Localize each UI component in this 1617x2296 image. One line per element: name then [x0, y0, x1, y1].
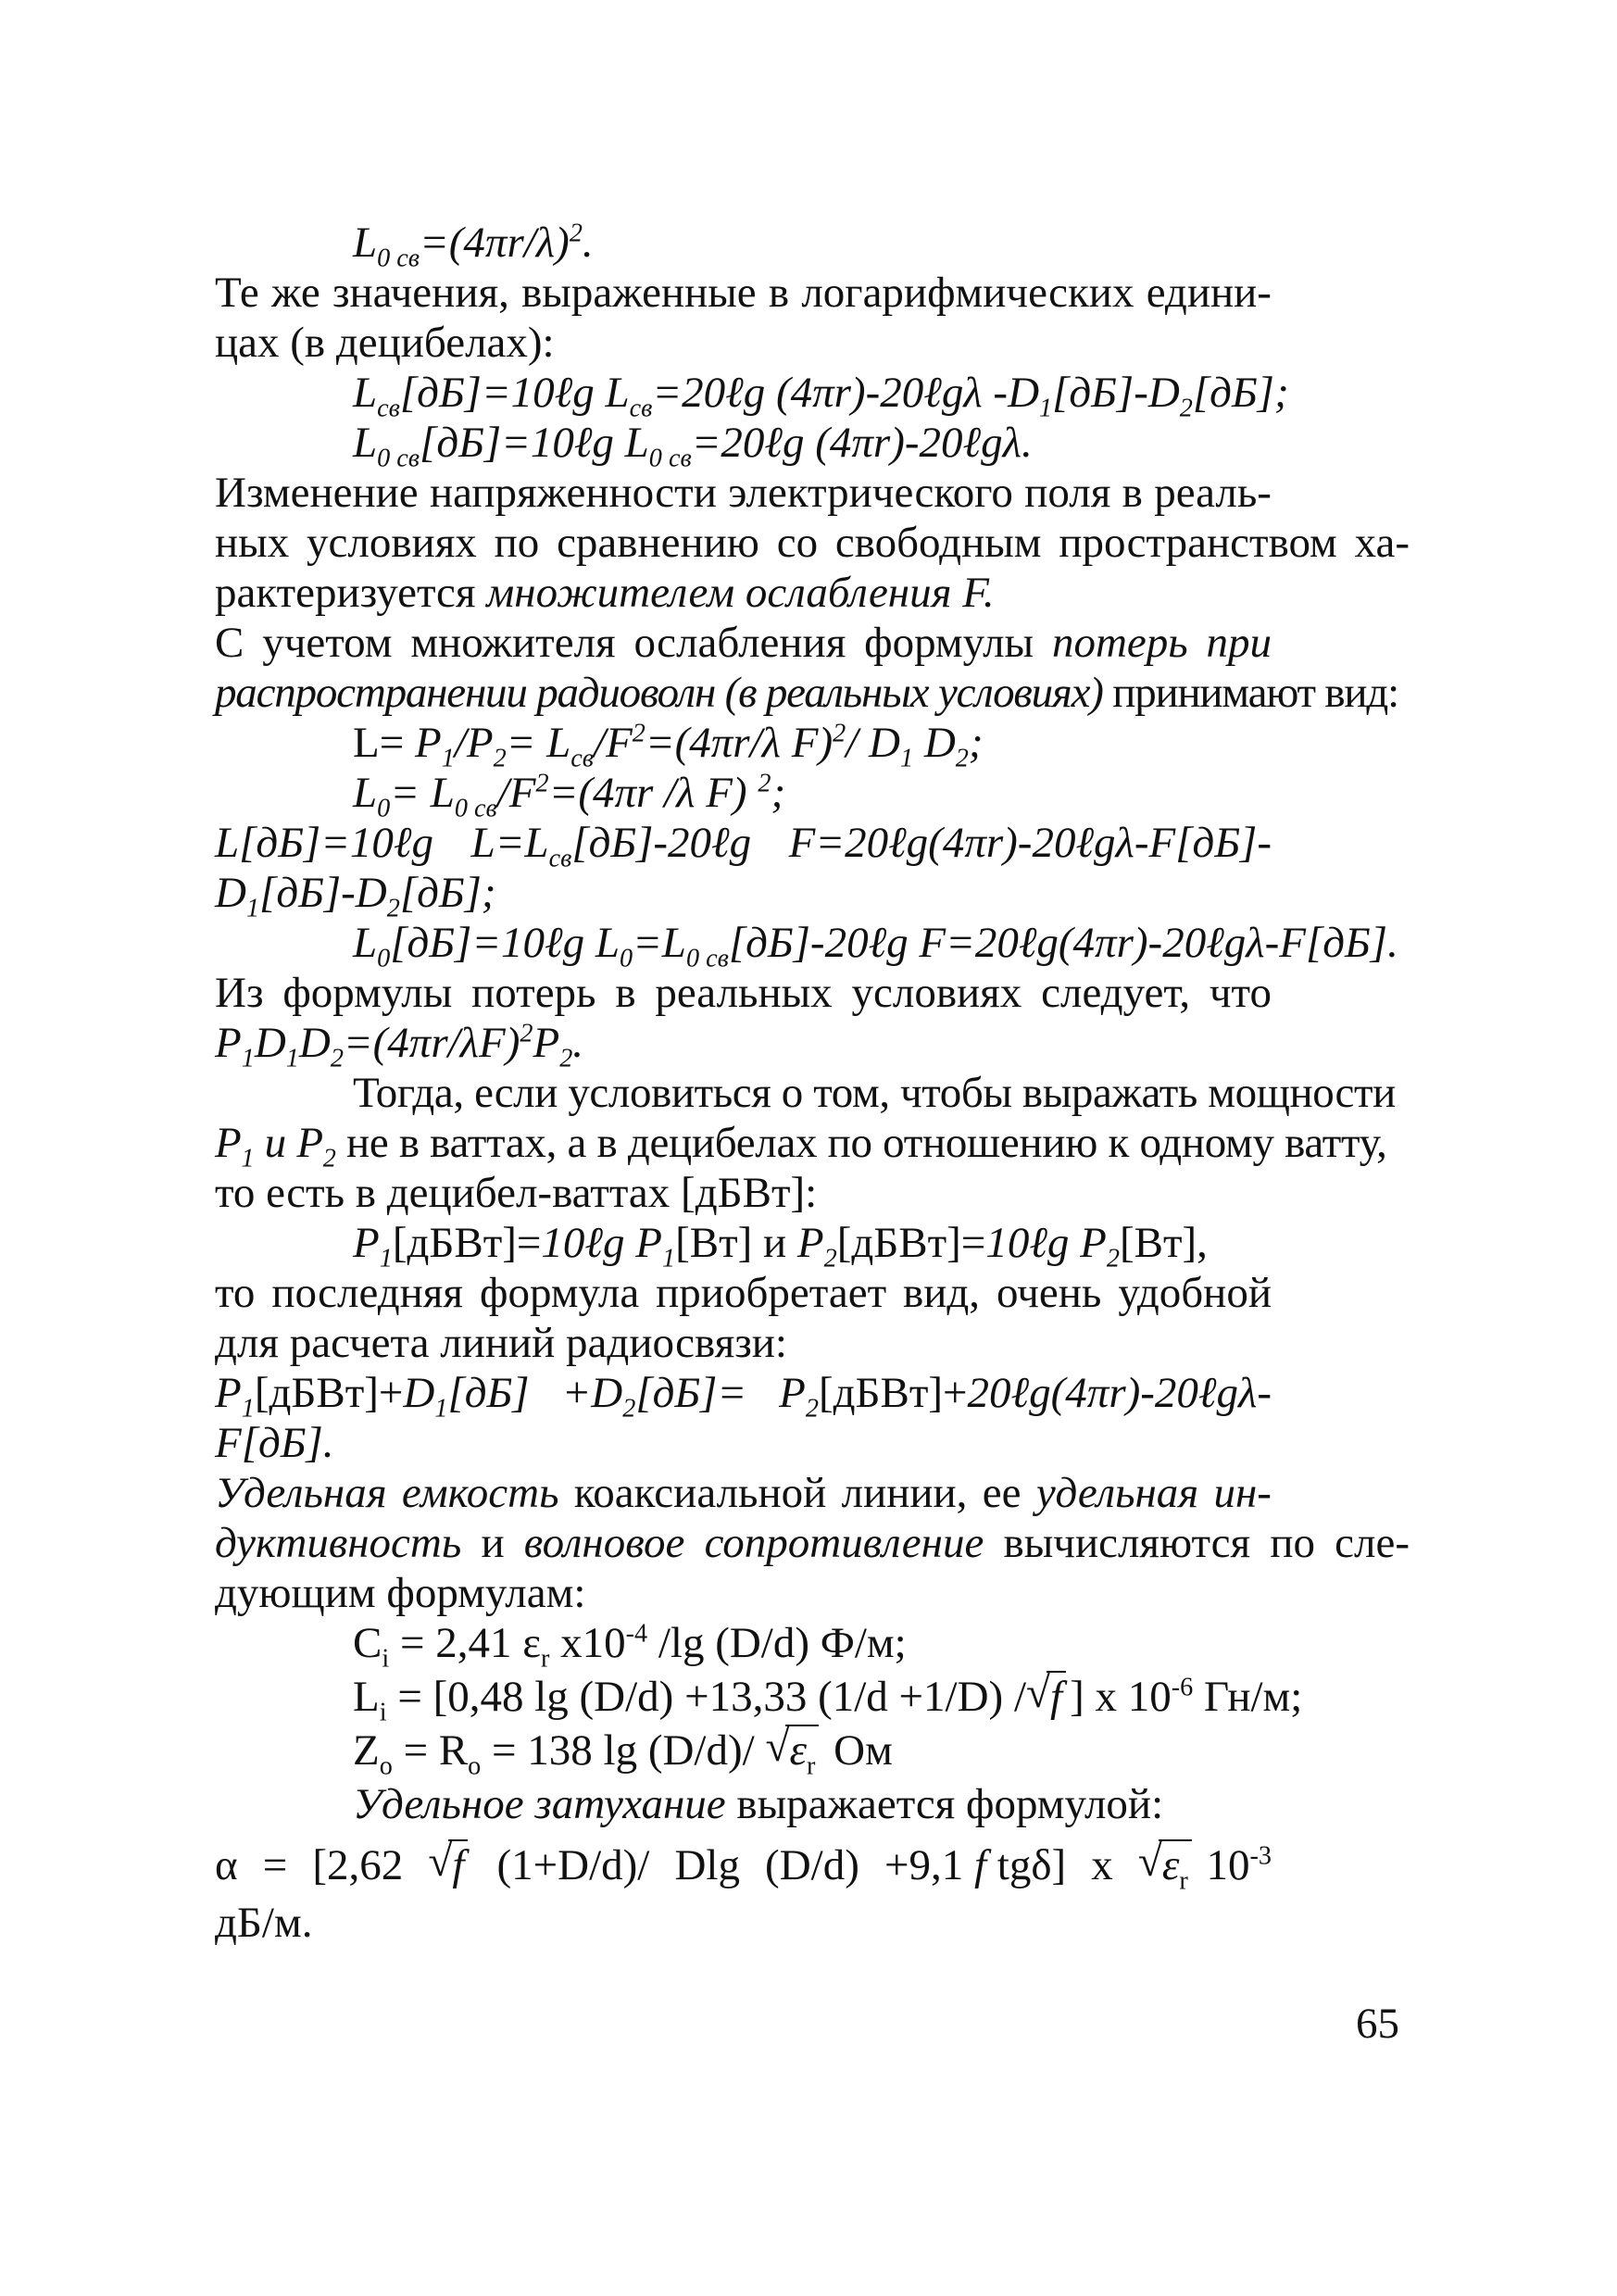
sqrt-symbol: √ $\varepsilon_r$ — [1138, 1840, 1192, 1890]
formula-line: $L= P_1/P_2= L_{св}/F^2=(4\pi r/\lambda$ F)$^2$/ $D_1$ $D_2$; — [353, 719, 984, 773]
formula-line: $D_1[дБ]-D_2[дБ]$; — [215, 869, 496, 923]
text-line: ных условиях по сравнению со свободным пространством ха- — [215, 519, 1410, 567]
text-line: то последняя формула приобретает вид, очень удобной — [215, 1269, 1272, 1317]
formula-line: $Z_o = R_o = 138$ lg (D/d)/ √ $\varepsilon_r$ Ом — [353, 1723, 893, 1781]
sqrt-symbol: √ f — [1026, 1672, 1066, 1722]
formula-line: $P_1D_1D_2=(4\pi r/\lambda F)^2P_2$. — [215, 1019, 584, 1073]
text-line: распространении радиоволн (в реальных условиях) принимают вид: — [215, 669, 1398, 717]
formula-line: $L_i = [0,48$ lg (D/d) +13,33 (1/d +1/D) / √ f ] x $10^{-6}$ Гн/м; — [353, 1669, 1303, 1727]
text-line: $P_1$ и $P_2$ не в ваттах, а в децибелах по отношению к одному ватту, — [215, 1119, 1387, 1173]
text-line: Из формулы потерь в реальных условиях следует, что — [215, 969, 1272, 1017]
text-line: дуктивность и волновое сопротивление вычисляются по сле- — [215, 1519, 1410, 1567]
formula-line: $L_0= L_{0 св}/F^2=(4\pi r$ /λ F) $^2$; — [353, 769, 786, 823]
formula-line: $L_{0 св}[дБ]=10\ell g$ $L_{0 св}=20\ell g$ (4πr)-20ℓgλ. — [353, 419, 1033, 473]
text-line: то есть в децибел-ваттах [дБВт]: — [215, 1169, 818, 1217]
text-line: для расчета линий радиосвязи: — [215, 1319, 787, 1367]
text-line: Тогда, если условиться о том, чтобы выражать мощности — [353, 1069, 1396, 1117]
sqrt-symbol: √ $\varepsilon_r$ — [765, 1725, 819, 1775]
formula-line: $C_i = 2,41$ $\varepsilon_r$ $x10^{-4}$ /lg (D/d) Ф/м; — [353, 1619, 907, 1674]
text-line: дБ/м. — [215, 1899, 313, 1947]
formula-line: $P_1[дБВт]=10\ell g$ $P_1[Вт]$ и $P_2[дБВт]=10\ell g$ $P_2[Вт]$, — [353, 1219, 1208, 1273]
text-line: рактеризуется множителем ослабления F. — [215, 569, 995, 617]
formula-line: α = [2,62 √ f (1+D/d)/ Dlg (D/d) +9,1 f tgδ] x √ $\varepsilon_r$ $10^{-3}$ — [215, 1838, 1272, 1896]
text-line: Изменение напряженности электрического поля в реаль- — [215, 469, 1272, 517]
text-line: дующим формулам: — [215, 1569, 586, 1617]
formula-line: L[дБ]=10ℓg $L=L_{св}[дБ]-20\ell g$ F=20ℓg(4πr)-20ℓgλ-F[дБ]- — [215, 819, 1272, 873]
formula-line: $P_1[дБВт]+D_1[дБ]$ $+D_2[дБ]=$ $P_2[дБВт]+20\ell g(4\pi r)-20\ell g\lambda-$ — [215, 1369, 1272, 1424]
page-number: 65 — [1356, 2000, 1399, 2048]
sqrt-symbol: √ f — [428, 1840, 468, 1890]
text-line: цах (в децибелах): — [215, 319, 555, 367]
text-line: С учетом множителя ослабления формулы потерь при — [215, 619, 1272, 667]
formula-line: $L_{св}[дБ]=10\ell g$ $L_{св}=20\ell g$ (4πr)-20ℓgλ $-D_1[дБ]-D_2[дБ]$; — [353, 369, 1289, 423]
formula-line: $L_{0 св}=(4\pi r/\lambda)^2$. — [353, 219, 594, 273]
text-line: Те же значения, выраженные в логарифмических едини- — [215, 269, 1272, 317]
formula-line: F[дБ]. — [215, 1419, 334, 1467]
formula-line: $L_0[дБ]=10\ell g$ $L_0=L_{0 св}[дБ]-20\ell g$ F=20ℓg(4πr)-20ℓgλ-F[дБ]. — [353, 919, 1398, 973]
text-line: Удельная емкость коаксиальной линии, ее удельная ин- — [215, 1469, 1272, 1517]
text-line: Удельное затухание выражается формулой: — [353, 1780, 1164, 1828]
